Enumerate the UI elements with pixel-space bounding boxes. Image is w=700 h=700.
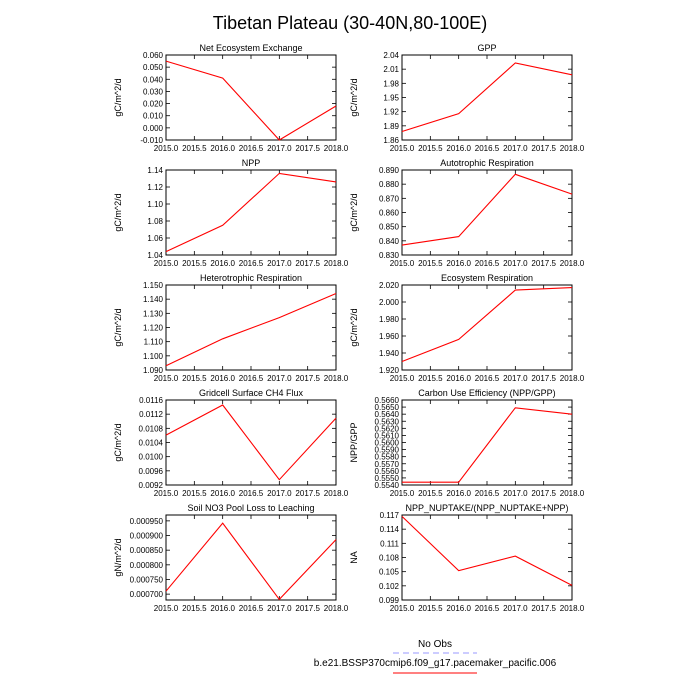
x-tick-label: 2018.0 — [559, 144, 585, 153]
x-tick-label: 2016.0 — [446, 144, 471, 153]
panel-title: Ecosystem Respiration — [440, 273, 534, 283]
series-line — [402, 516, 572, 585]
y-tick-label: 0.5610 — [374, 431, 399, 441]
y-tick-label: 0.5600 — [374, 438, 399, 448]
x-tick-label: 2015.5 — [418, 604, 443, 613]
panel-title: Gridcell Surface CH4 Flux — [198, 388, 304, 398]
x-tick-label: 2017.0 — [267, 144, 292, 153]
y-tick-label: 2.000 — [378, 298, 399, 307]
x-tick-label: 2016.5 — [238, 144, 264, 153]
y-tick-label: 0.5630 — [374, 417, 399, 427]
panel-title: Soil NO3 Pool Loss to Leaching — [187, 503, 315, 513]
y-tick-label: 0.0104 — [138, 438, 163, 448]
y-tick-label: 0.105 — [378, 567, 399, 577]
x-tick-label: 2016.5 — [238, 489, 264, 498]
x-tick-label: 2015.0 — [153, 259, 179, 268]
x-tick-label: 2015.5 — [182, 489, 207, 498]
series-line — [166, 405, 336, 480]
panel-heterotrophic-respiration — [113, 273, 349, 383]
plot-frame — [402, 400, 572, 485]
y-tick-label: 0.000850 — [129, 546, 163, 556]
x-tick-label: 2015.5 — [182, 374, 207, 383]
x-tick-label: 2017.0 — [267, 374, 292, 383]
legend-label-model-run: b.e21.BSSP370cmip6.f09_g17.pacemaker_pacific.006 — [313, 658, 557, 669]
legend — [314, 639, 557, 673]
y-tick-label: 1.100 — [142, 351, 163, 361]
y-tick-label: 1.10 — [147, 200, 163, 209]
panel-title: Heterotrophic Respiration — [199, 273, 303, 283]
y-axis-label: gC/m^2/d — [113, 423, 123, 462]
y-tick-label: 0.0096 — [138, 466, 163, 476]
x-tick-label: 2017.5 — [295, 489, 320, 498]
y-tick-label: 0.0100 — [138, 452, 163, 462]
y-tick-label: 0.5580 — [374, 452, 399, 462]
x-tick-label: 2018.0 — [323, 259, 349, 268]
x-tick-label: 2015.0 — [389, 259, 415, 268]
y-tick-label: 0.060 — [142, 51, 163, 60]
x-tick-label: 2017.0 — [503, 144, 528, 153]
panels — [113, 43, 585, 613]
y-tick-label: 0.000800 — [129, 560, 163, 570]
y-axis-label: NA — [349, 551, 359, 564]
x-tick-label: 2016.0 — [446, 374, 471, 383]
x-tick-label: 2018.0 — [559, 489, 585, 498]
y-tick-label: 0.010 — [142, 111, 163, 121]
x-tick-label: 2016.5 — [474, 374, 500, 383]
panel-npp — [113, 158, 349, 268]
y-tick-label: 0.102 — [378, 581, 399, 591]
x-tick-label: 2015.0 — [153, 604, 179, 613]
x-tick-label: 2017.5 — [295, 259, 320, 268]
series-line — [166, 61, 336, 140]
x-tick-label: 2017.5 — [295, 144, 320, 153]
y-tick-label: 1.86 — [383, 136, 399, 145]
y-tick-label: 1.940 — [378, 349, 399, 358]
plot-frame — [166, 515, 336, 600]
plot-frame — [166, 170, 336, 255]
y-tick-label: 2.04 — [383, 51, 399, 60]
y-tick-label: 1.06 — [147, 234, 163, 243]
x-tick-label: 2017.5 — [295, 604, 320, 613]
y-tick-label: 1.98 — [383, 79, 399, 89]
x-tick-label: 2017.5 — [531, 374, 556, 383]
y-tick-label: 1.920 — [378, 366, 399, 375]
x-tick-label: 2015.0 — [153, 374, 179, 383]
x-tick-label: 2017.0 — [503, 374, 528, 383]
x-tick-label: 2017.0 — [267, 259, 292, 268]
y-tick-label: 0.850 — [378, 222, 399, 232]
panel-gpp — [349, 43, 585, 153]
y-tick-label: 0.0112 — [139, 410, 163, 420]
panel-title: GPP — [477, 43, 497, 53]
y-tick-label: 1.110 — [143, 337, 163, 347]
y-tick-label: 0.111 — [380, 539, 399, 549]
y-tick-label: 0.5550 — [374, 473, 399, 483]
y-tick-label: 0.050 — [142, 63, 163, 73]
plot-frame — [402, 515, 572, 600]
y-tick-label: 0.5570 — [374, 459, 399, 469]
y-tick-label: 0.000950 — [129, 516, 163, 526]
x-tick-label: 2018.0 — [323, 604, 349, 613]
y-tick-label: 1.150 — [142, 281, 163, 290]
plot-frame — [402, 170, 572, 255]
x-tick-label: 2015.0 — [389, 144, 415, 153]
x-tick-label: 2017.0 — [267, 604, 292, 613]
panel-autotrophic-respiration — [349, 158, 585, 268]
x-tick-label: 2016.5 — [238, 604, 264, 613]
y-axis-label: gC/m^2/d — [349, 78, 359, 117]
x-tick-label: 2018.0 — [559, 374, 585, 383]
panel-carbon-use-efficiency-npp-gpp — [349, 388, 585, 498]
y-tick-label: 0.117 — [379, 511, 399, 520]
y-tick-label: 1.14 — [147, 166, 163, 175]
y-tick-label: 0.000700 — [129, 590, 163, 600]
x-tick-label: 2016.0 — [210, 259, 235, 268]
series-line — [402, 174, 572, 245]
y-axis-label: gC/m^2/d — [349, 193, 359, 232]
panel-title: Autotrophic Respiration — [440, 158, 534, 168]
y-tick-label: 0.040 — [142, 75, 163, 85]
x-tick-label: 2016.0 — [210, 374, 235, 383]
y-tick-label: 1.120 — [142, 323, 163, 333]
series-line — [402, 408, 572, 482]
x-tick-label: 2017.5 — [295, 374, 320, 383]
y-tick-label: 0.114 — [379, 525, 399, 535]
y-tick-label: 0.5590 — [374, 445, 399, 455]
y-tick-label: 0.108 — [378, 553, 399, 563]
panel-soil-no3-pool-loss-to-leaching — [113, 503, 349, 613]
y-axis-label: gC/m^2/d — [349, 308, 359, 347]
panel-gridcell-surface-ch4-flux — [113, 388, 349, 498]
x-tick-label: 2015.5 — [182, 259, 207, 268]
x-tick-label: 2016.5 — [474, 489, 500, 498]
panel-title: NPP — [241, 158, 261, 168]
y-tick-label: 1.12 — [147, 183, 163, 192]
y-tick-label: 1.980 — [378, 315, 399, 324]
x-tick-label: 2016.0 — [446, 489, 471, 498]
y-tick-label: 1.130 — [142, 309, 163, 319]
x-tick-label: 2017.0 — [267, 489, 292, 498]
y-tick-label: 0.020 — [142, 99, 163, 109]
y-tick-label: -0.010 — [140, 136, 163, 145]
plot-frame — [402, 285, 572, 370]
y-tick-label: 1.89 — [383, 121, 399, 131]
y-axis-label: gC/m^2/d — [113, 78, 123, 117]
series-line — [166, 294, 336, 366]
y-tick-label: 1.04 — [147, 251, 163, 260]
legend-label-no-obs: No Obs — [418, 639, 452, 650]
panel-title: Net Ecosystem Exchange — [199, 43, 303, 53]
x-tick-label: 2016.5 — [238, 374, 264, 383]
x-tick-label: 2015.0 — [153, 489, 179, 498]
x-tick-label: 2016.0 — [210, 489, 235, 498]
panel-npp-nuptake-npp-nuptake-npp — [349, 503, 585, 613]
series-line — [402, 288, 572, 362]
y-tick-label: 0.5660 — [374, 396, 399, 405]
y-tick-label: 0.099 — [378, 596, 399, 605]
y-tick-label: 0.0092 — [138, 481, 163, 490]
y-tick-label: 0.840 — [378, 236, 399, 246]
x-tick-label: 2015.5 — [182, 604, 207, 613]
x-tick-label: 2015.5 — [182, 144, 207, 153]
x-tick-label: 2016.0 — [446, 604, 471, 613]
x-tick-label: 2018.0 — [559, 259, 585, 268]
y-tick-label: 0.0116 — [139, 396, 163, 405]
x-tick-label: 2016.0 — [446, 259, 471, 268]
x-tick-label: 2017.5 — [531, 259, 556, 268]
y-tick-label: 1.960 — [378, 332, 399, 341]
x-tick-label: 2018.0 — [323, 489, 349, 498]
x-tick-label: 2016.0 — [210, 144, 235, 153]
y-tick-label: 0.5640 — [374, 410, 399, 420]
x-tick-label: 2016.0 — [210, 604, 235, 613]
x-tick-label: 2015.0 — [153, 144, 179, 153]
plot-frame — [166, 285, 336, 370]
figure-title: Tibetan Plateau (30-40N,80-100E) — [212, 13, 488, 33]
panel-title: Carbon Use Efficiency (NPP/GPP) — [418, 388, 556, 398]
panel-ecosystem-respiration — [349, 273, 585, 383]
y-tick-label: 0.830 — [378, 251, 399, 260]
y-tick-label: 0.0108 — [138, 424, 163, 434]
x-tick-label: 2015.5 — [418, 489, 443, 498]
y-tick-label: 1.08 — [147, 217, 163, 226]
y-tick-label: 0.000750 — [129, 575, 163, 585]
y-axis-label: gC/m^2/d — [113, 193, 123, 232]
x-tick-label: 2015.5 — [418, 144, 443, 153]
y-tick-label: 0.5560 — [374, 466, 399, 476]
series-line — [402, 63, 572, 132]
x-tick-label: 2016.5 — [474, 144, 500, 153]
x-tick-label: 2017.5 — [531, 489, 556, 498]
y-axis-label: gN/m^2/d — [113, 538, 123, 577]
x-tick-label: 2015.0 — [389, 374, 415, 383]
x-tick-label: 2015.5 — [418, 259, 443, 268]
plot-frame — [402, 55, 572, 140]
x-tick-label: 2015.5 — [418, 374, 443, 383]
plot-frame — [166, 55, 336, 140]
y-tick-label: 0.860 — [378, 208, 399, 218]
series-line — [166, 173, 336, 251]
y-tick-label: 0.5650 — [374, 403, 399, 413]
x-tick-label: 2015.0 — [389, 604, 415, 613]
y-tick-label: 2.020 — [378, 281, 399, 290]
y-tick-label: 0.000900 — [129, 531, 163, 541]
x-tick-label: 2017.5 — [531, 144, 556, 153]
y-tick-label: 0.030 — [142, 87, 163, 97]
y-tick-label: 1.090 — [142, 366, 163, 375]
y-tick-label: 0.5620 — [374, 424, 399, 434]
panel-title: NPP_NUPTAKE/(NPP_NUPTAKE+NPP) — [405, 503, 569, 513]
panel-net-ecosystem-exchange — [113, 43, 349, 153]
y-tick-label: 1.140 — [142, 295, 163, 305]
x-tick-label: 2017.0 — [503, 489, 528, 498]
x-tick-label: 2018.0 — [323, 374, 349, 383]
x-tick-label: 2017.0 — [503, 604, 528, 613]
y-tick-label: 0.000 — [142, 123, 163, 133]
y-tick-label: 0.890 — [378, 166, 399, 175]
x-tick-label: 2016.5 — [474, 604, 500, 613]
x-tick-label: 2015.0 — [389, 489, 415, 498]
y-tick-label: 0.5540 — [374, 481, 399, 490]
y-tick-label: 2.01 — [383, 65, 399, 75]
x-tick-label: 2016.5 — [238, 259, 264, 268]
y-tick-label: 1.95 — [383, 93, 399, 103]
x-tick-label: 2018.0 — [559, 604, 585, 613]
x-tick-label: 2016.5 — [474, 259, 500, 268]
x-tick-label: 2017.0 — [503, 259, 528, 268]
y-tick-label: 0.880 — [378, 180, 399, 190]
y-axis-label: NPP/GPP — [349, 422, 359, 463]
y-tick-label: 1.92 — [383, 107, 399, 117]
y-tick-label: 0.870 — [378, 194, 399, 204]
x-tick-label: 2018.0 — [323, 144, 349, 153]
series-line — [166, 523, 336, 599]
x-tick-label: 2017.5 — [531, 604, 556, 613]
y-axis-label: gC/m^2/d — [113, 308, 123, 347]
